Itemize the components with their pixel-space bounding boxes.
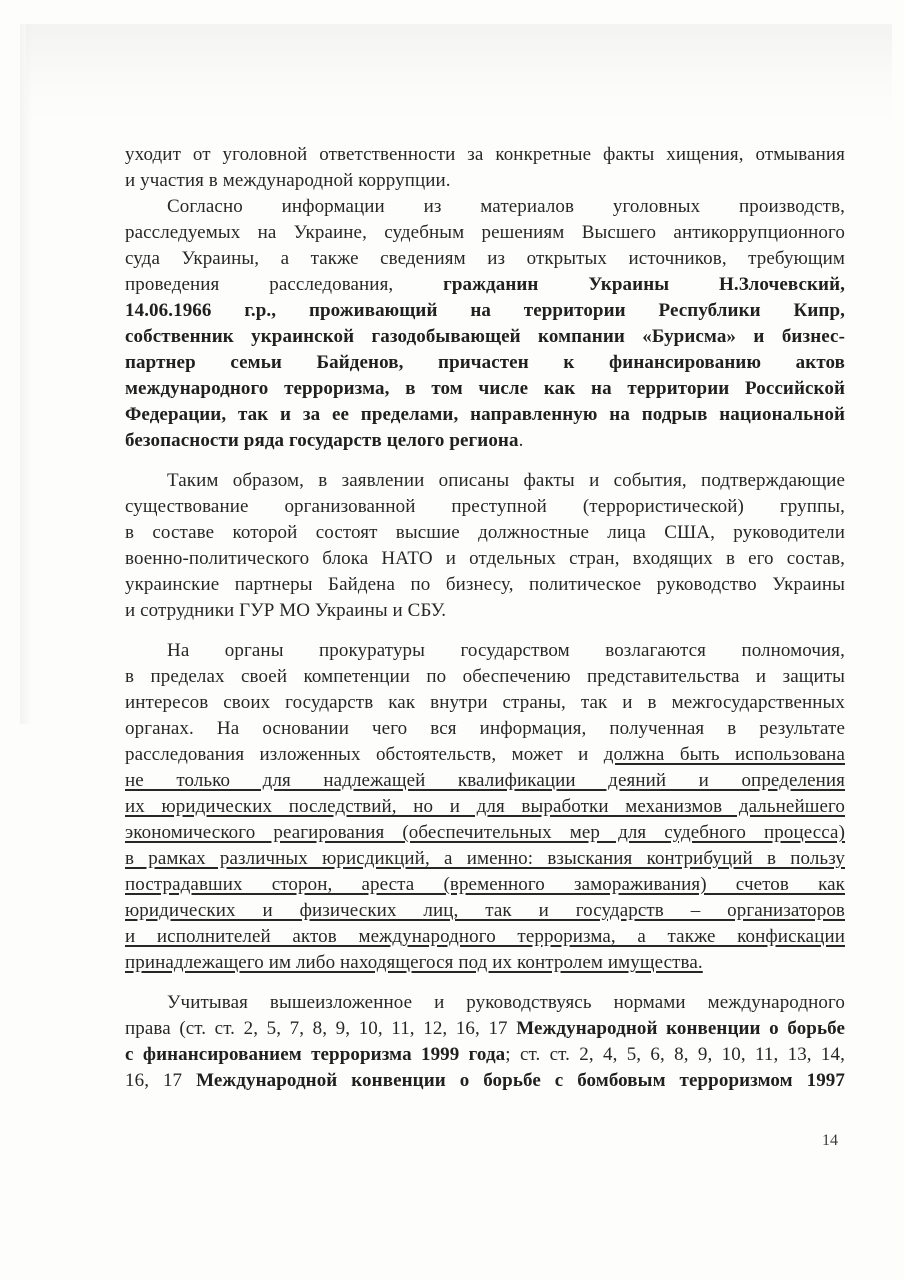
body-text: На органы прокуратуры государством возлагаются полномочия, <box>167 640 845 661</box>
body-text: 16, 17 <box>125 1070 197 1091</box>
underlined-text: юридических и физических лиц, так и государств – организаторов <box>125 900 845 921</box>
body-text: в пределах своей компетенции по обеспечению представительства и защиты <box>125 666 845 687</box>
page-number: 14 <box>822 1132 838 1149</box>
document-body <box>125 142 845 1094</box>
text-line <box>125 716 845 742</box>
bold-text: с финансированием терроризма 1999 года <box>125 1044 506 1065</box>
scan-shade-left <box>20 24 32 724</box>
text-line <box>125 246 845 272</box>
body-text: Таким образом, в заявлении описаны факты и события, подтверждающие <box>167 470 845 491</box>
text-line <box>125 546 845 572</box>
body-text: расследуемых на Украине, судебным решениям Высшего антикоррупционного <box>125 222 845 243</box>
text-line <box>125 1042 845 1068</box>
body-text: и сотрудники ГУР МО Украины и СБУ. <box>125 600 447 621</box>
body-text: украинские партнеры Байдена по бизнесу, политическое руководство Украины <box>125 574 845 595</box>
paragraph <box>125 990 845 1094</box>
text-line <box>125 350 845 376</box>
text-line <box>125 638 845 664</box>
text-line <box>125 428 845 454</box>
text-line <box>125 220 845 246</box>
text-line <box>125 298 845 324</box>
text-line <box>125 990 845 1016</box>
underlined-text: должна быть использована <box>603 744 845 765</box>
bold-text: Федерации, так и за ее пределами, направленную на подрыв национальной <box>125 404 845 425</box>
text-line <box>125 402 845 428</box>
text-line <box>125 742 845 768</box>
body-text: . <box>518 430 524 451</box>
text-line <box>125 664 845 690</box>
body-text: расследования изложенных обстоятельств, может и <box>125 744 604 765</box>
body-text: существование организованной преступной (террористической) группы, <box>125 496 845 517</box>
scan-shade-top <box>26 24 892 124</box>
body-text: и участия в международной коррупции. <box>125 170 451 191</box>
bold-text: гражданин Украины Н.Злочевский, <box>443 274 845 295</box>
underlined-text: экономического реагирования (обеспечительных мер для судебного процесса) <box>125 822 845 843</box>
body-text: права (ст. ст. 2, 5, 7, 8, 9, 10, 11, 12, 16, 17 <box>125 1018 517 1039</box>
text-line <box>125 142 845 168</box>
paragraph <box>125 638 845 976</box>
body-text: ; ст. ст. 2, 4, 5, 6, 8, 9, 10, 11, 13, 14, <box>505 1044 845 1065</box>
text-line <box>125 872 845 898</box>
text-line <box>125 272 845 298</box>
underlined-text: и исполнителей актов международного терроризма, а также конфискации <box>125 926 845 947</box>
paragraph <box>125 194 845 454</box>
body-text: в составе которой состоят высшие должностные лица США, руководители <box>125 522 845 543</box>
body-text: проведения расследования, <box>125 274 444 295</box>
underlined-text: в рамках различных юрисдикций, а именно: взыскания контрибуций в пользу <box>125 848 845 869</box>
paragraph <box>125 468 845 624</box>
text-line <box>125 194 845 220</box>
text-line <box>125 1016 845 1042</box>
text-line <box>125 494 845 520</box>
text-line <box>125 1068 845 1094</box>
text-line <box>125 572 845 598</box>
bold-text: Международной конвенции о борьбе с бомбовым терроризмом 1997 <box>196 1070 845 1091</box>
body-text: интересов своих государств как внутри страны, так и в межгосударственных <box>125 692 845 713</box>
body-text: Учитывая вышеизложенное и руководствуясь нормами международного <box>167 992 845 1013</box>
text-line <box>125 950 845 976</box>
underlined-text: не только для надлежащей квалификации деяний и определения <box>125 770 845 791</box>
body-text: Согласно информации из материалов уголовных производств, <box>167 196 845 217</box>
underlined-text: пострадавших сторон, ареста (временного замораживания) счетов как <box>125 874 845 895</box>
text-line <box>125 898 845 924</box>
text-line <box>125 324 845 350</box>
body-text: уходит от уголовной ответственности за конкретные факты хищения, отмывания <box>125 144 845 165</box>
text-line <box>125 846 845 872</box>
body-text: военно-политического блока НАТО и отдельных стран, входящих в его состав, <box>125 548 845 569</box>
bold-text: безопасности ряда государств целого региона <box>125 430 519 451</box>
text-line <box>125 598 845 624</box>
bold-text: партнер семьи Байденов, причастен к финансированию актов <box>125 352 845 373</box>
text-line <box>125 690 845 716</box>
text-line <box>125 168 845 194</box>
body-text: органах. На основании чего вся информация, полученная в результате <box>125 718 845 739</box>
text-line <box>125 820 845 846</box>
text-line <box>125 768 845 794</box>
text-line <box>125 924 845 950</box>
underlined-text: принадлежащего им либо находящегося под их контролем имущества. <box>125 952 703 973</box>
paragraph <box>125 142 845 194</box>
text-line <box>125 794 845 820</box>
text-line <box>125 520 845 546</box>
bold-text: международного терроризма, в том числе как на территории Российской <box>125 378 845 399</box>
text-line <box>125 468 845 494</box>
bold-text: собственник украинской газодобывающей компании «Бурисма» и бизнес- <box>125 326 845 347</box>
text-line <box>125 376 845 402</box>
bold-text: 14.06.1966 г.р., проживающий на территории Республики Кипр, <box>125 300 845 321</box>
bold-text: Международной конвенции о борьбе <box>516 1018 845 1039</box>
body-text: суда Украины, а также сведениям из открытых источников, требующим <box>125 248 845 269</box>
underlined-text: их юридических последствий, но и для выработки механизмов дальнейшего <box>125 796 845 817</box>
